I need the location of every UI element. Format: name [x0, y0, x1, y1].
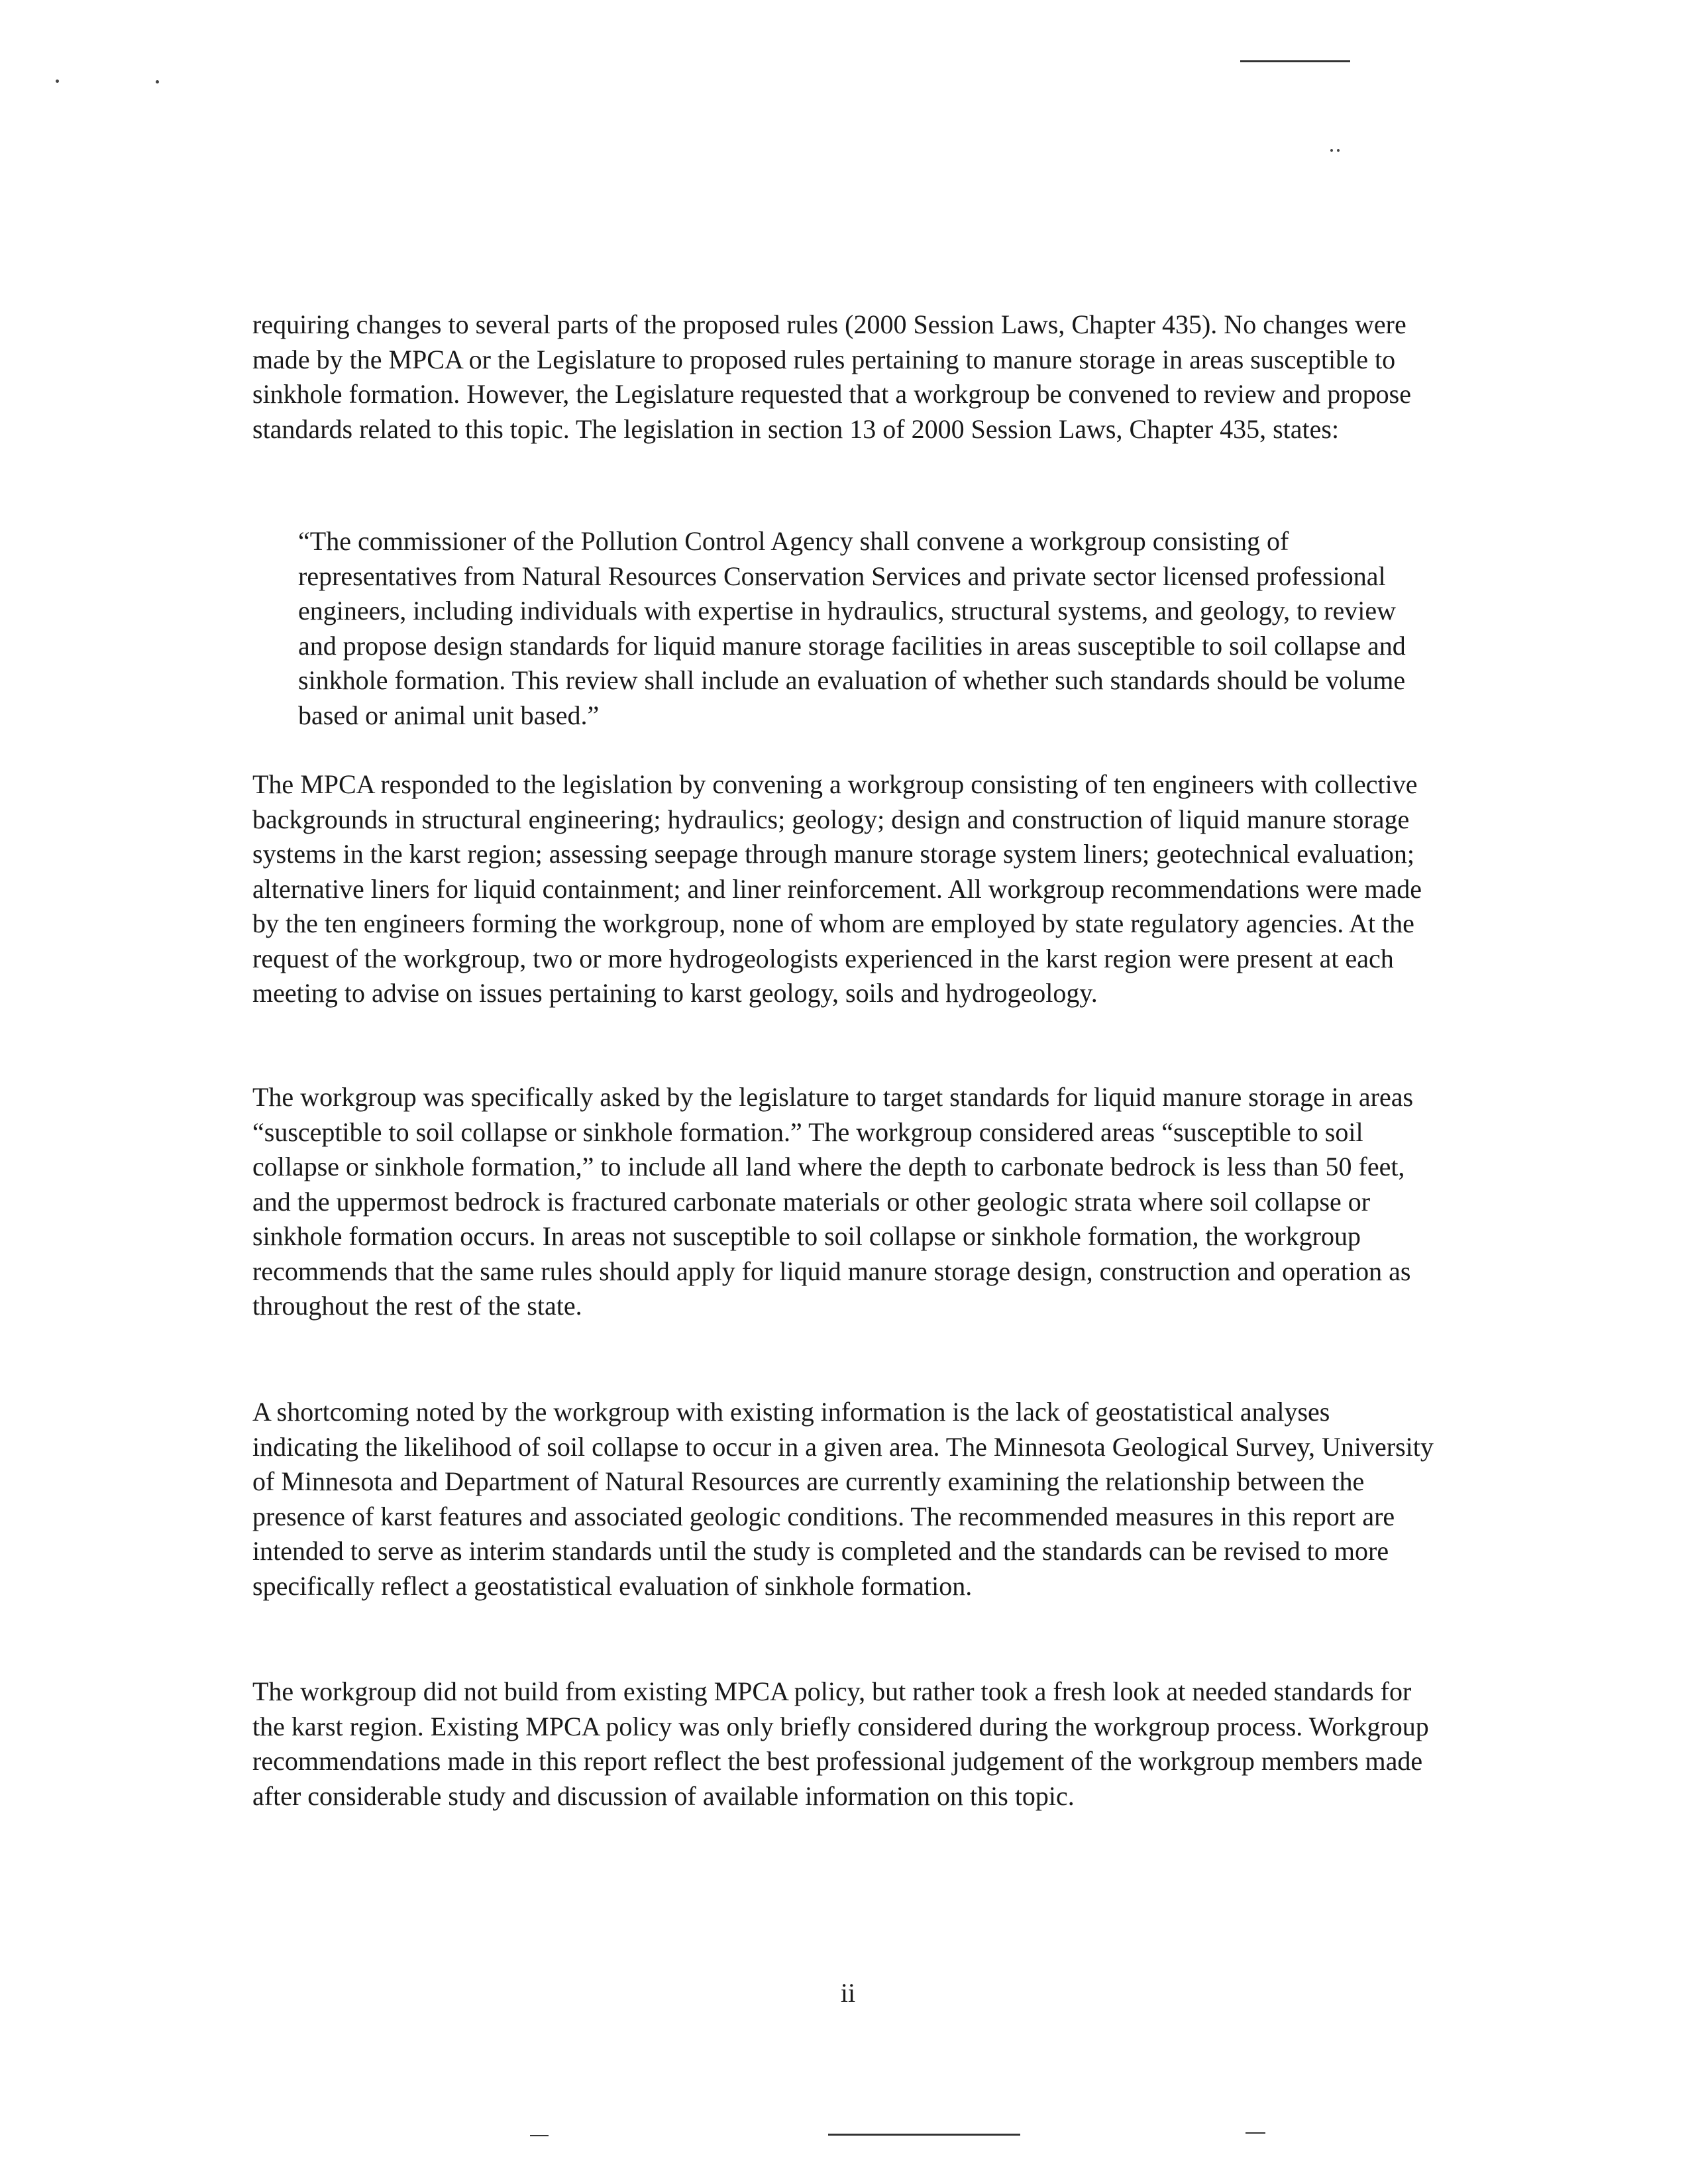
scan-dot	[1337, 149, 1340, 152]
paragraph-susceptible-areas: The workgroup was specifically asked by the legislature to target standards for liquid manure storage in areas “susceptible to soil collapse or sinkhole formation.” The workgroup considered areas “susceptible to soil collapse or sinkhole formation,” to include all land where the depth to carbonate bedrock is less than 50 feet, and the uppermost bedrock is fractured carbonate materials or other geologic strata where soil collapse or sinkhole formation occurs. In areas not susceptible to soil collapse or sinkhole formation, the workgroup recommends that the same rules should apply for liquid manure storage design, construction and operation as throughout the rest of the state.	[252, 1082, 1414, 1321]
paragraph-shortcoming: A shortcoming noted by the workgroup with existing information is the lack of geostatistical analyses indicating the likelihood of soil collapse to occur in a given area. The Minnesota Geological Survey, University of Minnesota and Department of Natural Resources are currently examining the relationship between the presence of karst features and associated geologic conditions. The recommended measures in this report are intended to serve as interim standards until the study is completed and the standards can be revised to more specifically reflect a geostatistical evaluation of sinkhole formation.	[252, 1397, 1434, 1601]
scan-mark-bottom-right	[1246, 2132, 1265, 2134]
scan-dot	[1330, 149, 1333, 152]
paragraph-intro: requiring changes to several parts of the proposed rules (2000 Session Laws, Chapter 435). No changes were made by the MPCA or the Legislature to proposed rules pertaining to manure storage in areas susceptible to sinkhole formation. However, the Legislature requested that a workgroup be convened to review and propose standards related to this topic. The legislation in section 13 of 2000 Session Laws, Chapter 435, states:	[252, 309, 1411, 444]
scan-dot	[56, 80, 59, 83]
page-number: ii	[840, 1978, 856, 2008]
scan-mark-bottom-line	[828, 2134, 1020, 2136]
paragraph-workgroup-composition: The MPCA responded to the legislation by convening a workgroup consisting of ten engineers with collective backgrounds in structural engineering; hydraulics; geology; design and construction of liquid manure storage systems in the karst region; assessing seepage through manure storage system liners; geotechnical evaluation; alternative liners for liquid containment; and liner reinforcement. All workgroup recommendations were made by the ten engineers forming the workgroup, none of whom are employed by state regulatory agencies. At the request of the workgroup, two or more hydrogeologists experienced in the karst region were present at each meeting to advise on issues pertaining to karst geology, soils and hydrogeology.	[252, 769, 1422, 1008]
paragraph-fresh-look: The workgroup did not build from existing MPCA policy, but rather took a fresh look at needed standards for the karst region. Existing MPCA policy was only briefly considered during the workgroup process. Workgroup recommendations made in this report reflect the best professional judgement of the workgroup members made after considerable study and discussion of available information on this topic.	[252, 1676, 1429, 1811]
paragraph-legislation-quote: “The commissioner of the Pollution Control Agency shall convene a workgroup consisting of representatives from Natural Resources Conservation Services and private sector licensed professional engineers, including individuals with expertise in hydraulics, structural systems, and geology, to review and propose design standards for liquid manure storage facilities in areas susceptible to soil collapse and sinkhole formation. This review shall include an evaluation of whether such standards should be volume based or animal unit based.”	[298, 526, 1406, 730]
scan-dot	[156, 80, 159, 83]
scan-mark-top-right-line	[1240, 60, 1350, 62]
scan-mark-bottom-left	[530, 2135, 549, 2136]
